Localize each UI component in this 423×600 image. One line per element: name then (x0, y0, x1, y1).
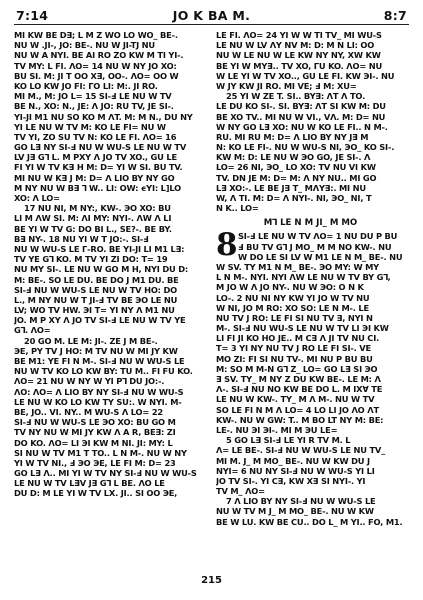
text-line: BE XO TV.. MI NU W VI., VΛ. M: D= NU (216, 111, 386, 122)
text-line: NU W LE NU W LE KW NY NY, XW KW (216, 50, 381, 61)
text-line: M: BE-. SO LE DU. BE DO J M1 DU. BE (14, 274, 179, 285)
text-line: LO-. 2 NU NI NY KW YI JO W TV NU (216, 292, 370, 303)
text-line: BE N., XO: N., JE: Λ JO: RU TV, JE SI-. (14, 101, 174, 112)
text-line: LV J∃ G⅂ L. M PXY Λ JO TV XO., GU LE (14, 152, 177, 163)
text-line: KO LO KW JO FI: ΓO LI: M:. JI RO. (14, 80, 158, 91)
text-line: YI-JI M1 NU SO KO M ΛT. M: M N., DU NY (14, 111, 193, 122)
drop-cap-lines (216, 227, 405, 264)
right-column (216, 30, 405, 575)
text-columns (14, 30, 409, 575)
text-line: N: KO LE FI-. NU W WU-S NI, ЭO_ KO SI-. (216, 142, 395, 153)
text-line: M NY NU W B∃ ⅂ W.. LI: OW: ϵYI: L]LO (14, 182, 181, 193)
text-line: TV YI, ZO SU TV N: KO LE FI. ΛO= 16 (14, 131, 177, 142)
chapter-section-heading: M⅂ LE N M JI_ M MO (263, 218, 358, 229)
text-line: 7 Λ LIO BY NY SI-Ⅎ NU W WU-S LE (226, 496, 376, 507)
text-line: BU SI. M: JI T OO X∃, OO-. ΛO= OO W (14, 70, 179, 81)
text-line: TV. DN JE M: D= M: Λ NY NU.. MI GO (216, 172, 377, 183)
text-line: M JO W Λ JO NY-. NU W ЭO: O N K (216, 282, 364, 293)
text-line: L., M NY NU W T JI-Ⅎ TV BE ЭO LE NU (14, 294, 178, 305)
text-line: TV NY NU W MI JY KW Λ A R, BE∃: ZI (14, 427, 176, 438)
text-line: LE FI. ΛO= 24 YI W W TI TV_ MI WU-S (216, 30, 382, 40)
text-line: M: SO M M-N G⅂ Z_ LO= GO L∃ SI ЭO (216, 363, 378, 374)
text-line: ΛO= 21 NU W NY W YI P⅂ DU JO:-. (14, 376, 165, 387)
text-line: T= 3 YI NY NU TV J RO LE FI SI-. VE (216, 343, 371, 354)
text-line: W DO LE SI LV W M1 LE N M_ BE-. NU (238, 251, 403, 262)
text-line: BE, JO.. VI. NY.. M WU-S Λ LO= 22 (14, 406, 163, 417)
text-line: W SV. TY M1 N M_ BE-. ЭO MY: W MY (216, 261, 379, 272)
text-line: MI NU W K∃ J M: D= Λ LIO BY NY GO (14, 172, 175, 183)
text-line: BE M1: YE FI N M-. SI-Ⅎ NU W WU-S LE (14, 356, 185, 366)
text-line: Ⅎ BU TV G⅂ J MO_ M M NO KW-. NU (238, 241, 392, 252)
text-line: 5 GO L∃ SI-Ⅎ LE YI R TV M. L (226, 435, 351, 446)
text-line: L N M-. NYI. NYI ΛW LE NU W TV BY G⅂, (216, 272, 391, 283)
text-line: ΛO: ΛO= Λ LIO BY NY SI-Ⅎ NU W WU-S (14, 386, 184, 397)
text-line: ∃ SV. TY_ M NY Z DU KW BE-. LE M: Λ (216, 374, 381, 384)
text-line: G⅂. ΛO= (14, 325, 51, 336)
chapter-number-drop-cap: 8 (216, 227, 238, 264)
text-line: GO L∃ Λ.. MI YI W TV NY SI-Ⅎ NU W WU-S (14, 468, 197, 479)
text-line: W NI, JO M RO: XO SO: LE N M-. LE (216, 302, 369, 313)
text-line: 17 NU NI, M NY:, KW-. ЭO XO: BU (24, 203, 171, 214)
text-line: SI-Ⅎ NU W WU-S LE ЭO XO: BU GO M (14, 417, 176, 428)
header-book-title: JO K BA M. (172, 8, 251, 23)
text-line: JO TV SI-. YI C∃, KW X∃ SI NYI-. YI (216, 475, 366, 486)
text-line: LO= 26 NI, ЭO_ LO XO: TV NU VI KW (216, 162, 376, 173)
text-line: LV; WO TV HW. ЭI T= YI NY Λ M1 NU (14, 305, 175, 316)
text-line: TV MY: L FI. ΛO= 14 NU W NY JO XO: (14, 60, 177, 71)
text-line: MI KW BE D∃; L M Z WO LO WO_ BE-. (14, 30, 178, 40)
text-line: JO. M P XY Λ JO TV SI-Ⅎ LE NU W TV YE (14, 315, 186, 326)
text-line: ЭE, PY TV J HO: M TV NU W MI JY KW (14, 345, 178, 356)
text-line: DU D: M LE YI W TV LX. JI.. SI OO ЭE, (14, 488, 178, 499)
text-line: SO LE FI N M Λ LO= 4 LO LI JO ΛO ΛT (216, 404, 379, 415)
text-line: TV M_ ΛO= (216, 486, 265, 497)
text-line: NU TV J RO: LE FI SI NU TV ∃, NYI N (216, 312, 373, 323)
text-line: LE NU W KO LO KW TY SU:. W NYI. M- (14, 396, 182, 407)
bible-page (14, 6, 409, 594)
text-line: LE-. NU ЭI ЭI-. MI M ЭU LE= (216, 424, 338, 435)
text-line: BE YI W MY∃.. TV XO, ΓU KO. ΛO= NU (216, 60, 383, 71)
text-line: BE YI W TV G: DO BI L., SE?-. BE BY. (14, 223, 172, 234)
text-line: W NY GO L∃ XO: NU W KO LE FI.. N M-. (216, 121, 388, 132)
text-line: SI-Ⅎ LE NU W TV ΛO= 1 NU DU P BU (238, 231, 398, 242)
header-left-reference: 7:14 (16, 8, 49, 23)
right-column-top-text (216, 30, 405, 213)
running-header (14, 6, 409, 25)
text-line: NU W TV M J_ M MO_ BE-. NU W KW (216, 506, 374, 517)
text-line: W, Λ TI. M: D= Λ NYI-. NI, ЭO_ NI, T (216, 193, 372, 203)
right-column-body-text (216, 262, 405, 527)
text-line: LE NU W LV ΛY NV M: D: M N LI: OO (216, 40, 375, 51)
text-line: GO L∃ NY SI-Ⅎ NU W WU-S LE NU W TV (14, 142, 187, 153)
text-line: YI W TV NI., Ⅎ ЭO ЭE, LE FI M: D= 23 (14, 457, 176, 468)
text-line: MO ZI: FI SI NU TV-. MI NU P BU BU (216, 353, 373, 364)
text-line: LE NU W TV L∃V J∃ G⅂ L BE. ΛO LE (14, 478, 165, 489)
text-line: RU. MI RU M: D= Λ LIO BY NY J∃ M (216, 131, 369, 142)
left-column (14, 30, 203, 575)
text-line: NU W TV KO LO KW BY: TU M.. FI FU KO. (14, 366, 193, 377)
text-line: M-. SI-Ⅎ NU WU-S LE NU W TV LI ЭI KW (216, 323, 389, 334)
text-line: B∃ NY-. 18 NU YI W T JO:-. SI-Ⅎ (14, 233, 149, 244)
text-line: LI FI JI KO HO JE.. M C∃ Λ JI TV NU CI. (216, 333, 380, 344)
text-line: NYI= 6 NU NY SI-Ⅎ NU W WU-S YI LI (216, 465, 375, 476)
text-line: 20 GO M. LE M: JI-. ZE J M BE-. (24, 335, 158, 346)
text-line: N K.. LO= (216, 203, 259, 214)
text-line: YI LE NU W TV M: KO LE FI= NU W (14, 121, 166, 132)
text-line: W LE YI W TV XO.., GU LE FI. KW ЭI-. NU (216, 70, 395, 81)
text-line: DO KO. ΛO= LI ЭI KW M NI. JI: MY: L (14, 437, 173, 448)
text-line: TV YE G⅂ KO. M TV YI ZI DO: T= 19 (14, 254, 168, 265)
text-line: LE NU W KW-. TY_ M Λ M-. NU W TV (216, 394, 375, 405)
text-line: FI YI W TV K∃ H M: D= YI W SI. BU TV. (14, 162, 183, 173)
text-line: NU W A NYI. BE AI RO ZO KW M TI YI-. (14, 50, 184, 61)
text-line: Λ-. SI-Ⅎ NU NO KW BE DO L. M IX∀ TE (216, 384, 383, 395)
text-line: NU W .JI-, JO: BE-. NU W JI-TJ NU (14, 40, 155, 51)
text-line: NU MY SI-. LE NU W GO M H, NYI DU D: (14, 264, 189, 275)
header-right-reference: 8:7 (383, 8, 407, 23)
chapter-opening (216, 227, 405, 264)
text-line: KW-. NU W GW: T.. M BO LT NY M: BE: (216, 414, 384, 425)
text-line: L∃ XO:-. LE BE J∃ T_ MΛY∃:. MI NU (216, 182, 366, 193)
text-line: MI M. J_ M MO_ BE-. NU W KW DU J (216, 455, 370, 466)
text-line: SI-Ⅎ NU W WU-S LE NU W TV HO: DO (14, 284, 178, 295)
text-line: KW M: D: LE NU W ЭO GO, JE SI-. Λ (216, 152, 371, 163)
text-line: LE DU KO SI-. SI. BY∃: ΛT SI KW M: DU (216, 101, 386, 112)
text-line: XO: Λ LO= (14, 193, 60, 203)
text-line: W JY KW JI RO. MI VE; Ⅎ M: XU= (216, 80, 357, 91)
text-line: BE W LU. KW BE CU.. DO L_ M YI.. FO, M1. (216, 516, 403, 527)
text-line: NU W WU-S LE Γ-RO. BE YI-JI LI M1 L∃: (14, 243, 185, 254)
text-line: 25 YI W ZE T. SI.. BY∃: ΛT Λ TO. (226, 91, 366, 102)
page-number: 215 (201, 575, 222, 586)
text-line: Λ= LE BE-. SI-Ⅎ NU W WU-S LE NU TV_ (216, 445, 386, 456)
text-line: SI NU W TV M1 T TO.. L N M-. NU W NY (14, 447, 187, 458)
text-line: MI M., M: JO L= 15 SI-Ⅎ LE NU W TV (14, 91, 172, 102)
text-line: LI M ΛW SI. M: ΛI MY: NYI-. ΛW Λ LI (14, 213, 172, 224)
